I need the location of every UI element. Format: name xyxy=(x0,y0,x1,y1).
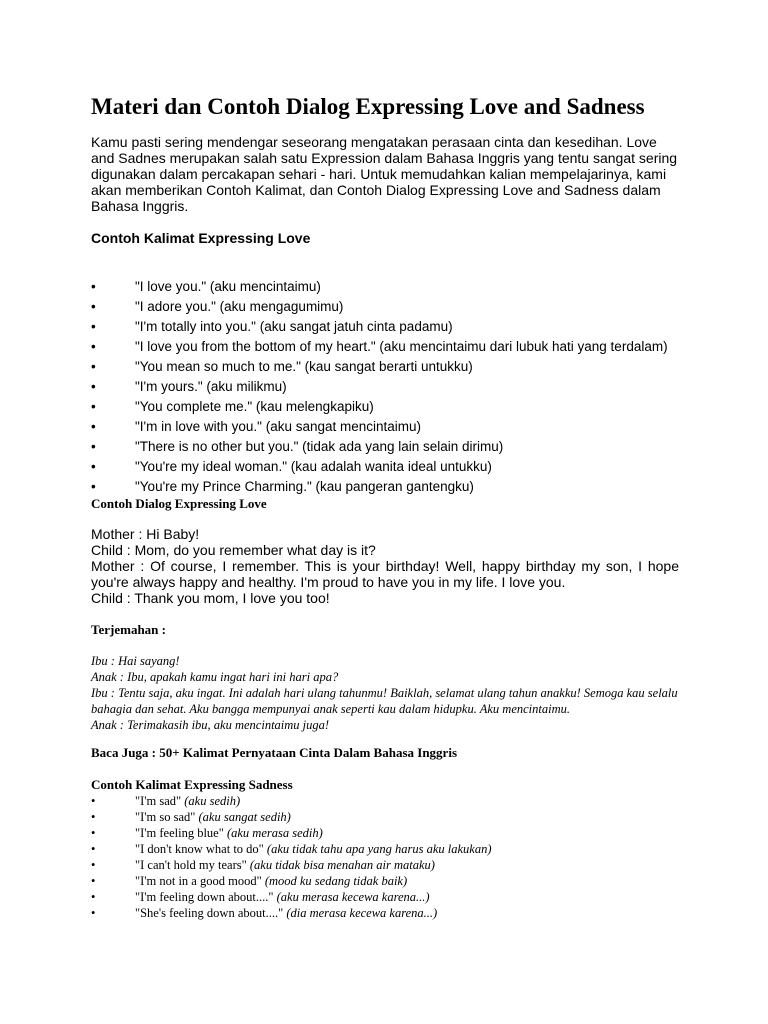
list-item xyxy=(91,397,668,417)
list-item-translation: (aku merasa kecewa karena...) xyxy=(276,890,430,904)
list-item xyxy=(91,297,668,317)
sadness-sentences-heading: Contoh Kalimat Expressing Sadness xyxy=(91,777,293,792)
list-item-text: "You complete me." (kau melengkapiku) xyxy=(135,399,374,414)
baca-juga-heading: Baca Juga : 50+ Kalimat Pernyataan Cinta Dalam Bahasa Inggris xyxy=(91,745,457,760)
bullet: • xyxy=(91,399,96,414)
list-item-translation: (aku tidak tahu apa yang harus aku lakukan) xyxy=(266,842,492,856)
list-item-translation: (mood ku sedang tidak baik) xyxy=(264,874,408,888)
bullet: • xyxy=(91,319,96,334)
dialog-line: Child : Mom, do you remember what day is it? xyxy=(91,542,376,558)
list-item xyxy=(91,377,668,397)
translation-heading: Terjemahan : xyxy=(91,622,166,637)
bullet: • xyxy=(91,359,96,374)
list-item-text: "I can't hold my tears" xyxy=(135,858,247,872)
bullet: • xyxy=(91,299,96,314)
list-item-translation: (dia merasa kecewa karena...) xyxy=(286,906,438,920)
list-item-text: "I'm sad" xyxy=(135,794,182,808)
list-item xyxy=(91,825,492,841)
list-item-translation: (aku tidak bisa menahan air mataku) xyxy=(249,858,435,872)
list-item xyxy=(91,873,492,889)
bullet: • xyxy=(91,810,96,824)
list-item-text: "I adore you." (aku mengagumimu) xyxy=(135,299,344,314)
bullet: • xyxy=(91,439,96,454)
bullet: • xyxy=(91,419,96,434)
list-item xyxy=(91,793,492,809)
list-item-text: "I'm feeling down about...." xyxy=(135,890,274,904)
sadness-sentences-list xyxy=(91,793,492,921)
translation-line: Ibu : Tentu saja, aku ingat. Ini adalah hari ulang tahunmu! Baiklah, selamat ulang tahun anakku! Semoga kau selalu bahagia dan sehat. Aku bangga mempunyai anak seperti kau dalam hidupku. Aku mencintaimu. xyxy=(91,686,678,716)
list-item-text: "There is no other but you." (tidak ada yang lain selain dirimu) xyxy=(135,439,504,454)
list-item xyxy=(91,889,492,905)
list-item xyxy=(91,357,668,377)
list-item-text: "I'm so sad" xyxy=(135,810,196,824)
intro-paragraph: Kamu pasti sering mendengar seseorang mengatakan perasaan cinta dan kesedihan. Love and Sadnes merupakan salah satu Expression dalam Bahasa Inggris yang tentu sangat sering digunakan dalam percakapan sehari - hari. Untuk memudahkan kalian mempelajarinya, kami akan memberikan Contoh Kalimat, dan Contoh Dialog Expressing Love and Sadness dalam Bahasa Inggris. xyxy=(91,134,678,214)
list-item xyxy=(91,477,668,497)
bullet: • xyxy=(91,826,96,840)
bullet: • xyxy=(91,858,96,872)
list-item xyxy=(91,809,492,825)
dialog-translation xyxy=(91,653,679,733)
love-sentences-heading: Contoh Kalimat Expressing Love xyxy=(91,230,311,246)
love-dialog xyxy=(91,526,679,606)
bullet: • xyxy=(91,479,96,494)
love-sentences-list xyxy=(91,277,668,497)
list-item xyxy=(91,457,668,477)
love-dialog-heading: Contoh Dialog Expressing Love xyxy=(91,496,267,511)
list-item-text: "I don't know what to do" xyxy=(135,842,264,856)
list-item-translation: (aku sedih) xyxy=(184,794,241,808)
list-item-text: "I'm not in a good mood" xyxy=(135,874,262,888)
list-item xyxy=(91,277,668,297)
translation-line: Anak : Ibu, apakah kamu ingat hari ini hari apa? xyxy=(91,670,339,684)
bullet: • xyxy=(91,794,96,808)
dialog-line: Mother : Hi Baby! xyxy=(91,526,200,542)
list-item xyxy=(91,417,668,437)
list-item xyxy=(91,905,492,921)
bullet: • xyxy=(91,842,96,856)
list-item-text: "You're my Prince Charming." (kau pangeran gantengku) xyxy=(135,479,474,494)
list-item xyxy=(91,337,668,357)
list-item-text: "You're my ideal woman." (kau adalah wanita ideal untukku) xyxy=(135,459,492,474)
dialog-line: Child : Thank you mom, I love you too! xyxy=(91,590,330,606)
translation-line: Anak : Terimakasih ibu, aku mencintaimu juga! xyxy=(91,718,330,732)
bullet: • xyxy=(91,874,96,888)
list-item-translation: (aku sangat sedih) xyxy=(198,810,291,824)
bullet: • xyxy=(91,890,96,904)
bullet: • xyxy=(91,339,96,354)
list-item-text: "She's feeling down about...." xyxy=(135,906,284,920)
list-item-text: "I'm totally into you." (aku sangat jatuh cinta padamu) xyxy=(135,319,453,334)
list-item xyxy=(91,857,492,873)
list-item-text: "I love you." (aku mencintaimu) xyxy=(135,279,321,294)
list-item-translation: (aku merasa sedih) xyxy=(226,826,323,840)
list-item-text: "I'm yours." (aku milikmu) xyxy=(135,379,287,394)
translation-line: Ibu : Hai sayang! xyxy=(91,654,180,668)
page-title: Materi dan Contoh Dialog Expressing Love and Sadness xyxy=(91,94,645,119)
bullet: • xyxy=(91,379,96,394)
list-item xyxy=(91,317,668,337)
list-item xyxy=(91,437,668,457)
dialog-line: Mother : Of course, I remember. This is your birthday! Well, happy birthday my son, I hope you're always happy and healthy. I'm proud to have you in my life. I love you. xyxy=(91,558,679,590)
list-item-text: "I love you from the bottom of my heart." (aku mencintaimu dari lubuk hati yang terdalam) xyxy=(135,339,668,354)
list-item-text: "I'm feeling blue" xyxy=(135,826,224,840)
bullet: • xyxy=(91,906,96,920)
list-item xyxy=(91,841,492,857)
list-item-text: "You mean so much to me." (kau sangat berarti untukku) xyxy=(135,359,473,374)
bullet: • xyxy=(91,279,96,294)
bullet: • xyxy=(91,459,96,474)
list-item-text: "I'm in love with you." (aku sangat mencintaimu) xyxy=(135,419,422,434)
